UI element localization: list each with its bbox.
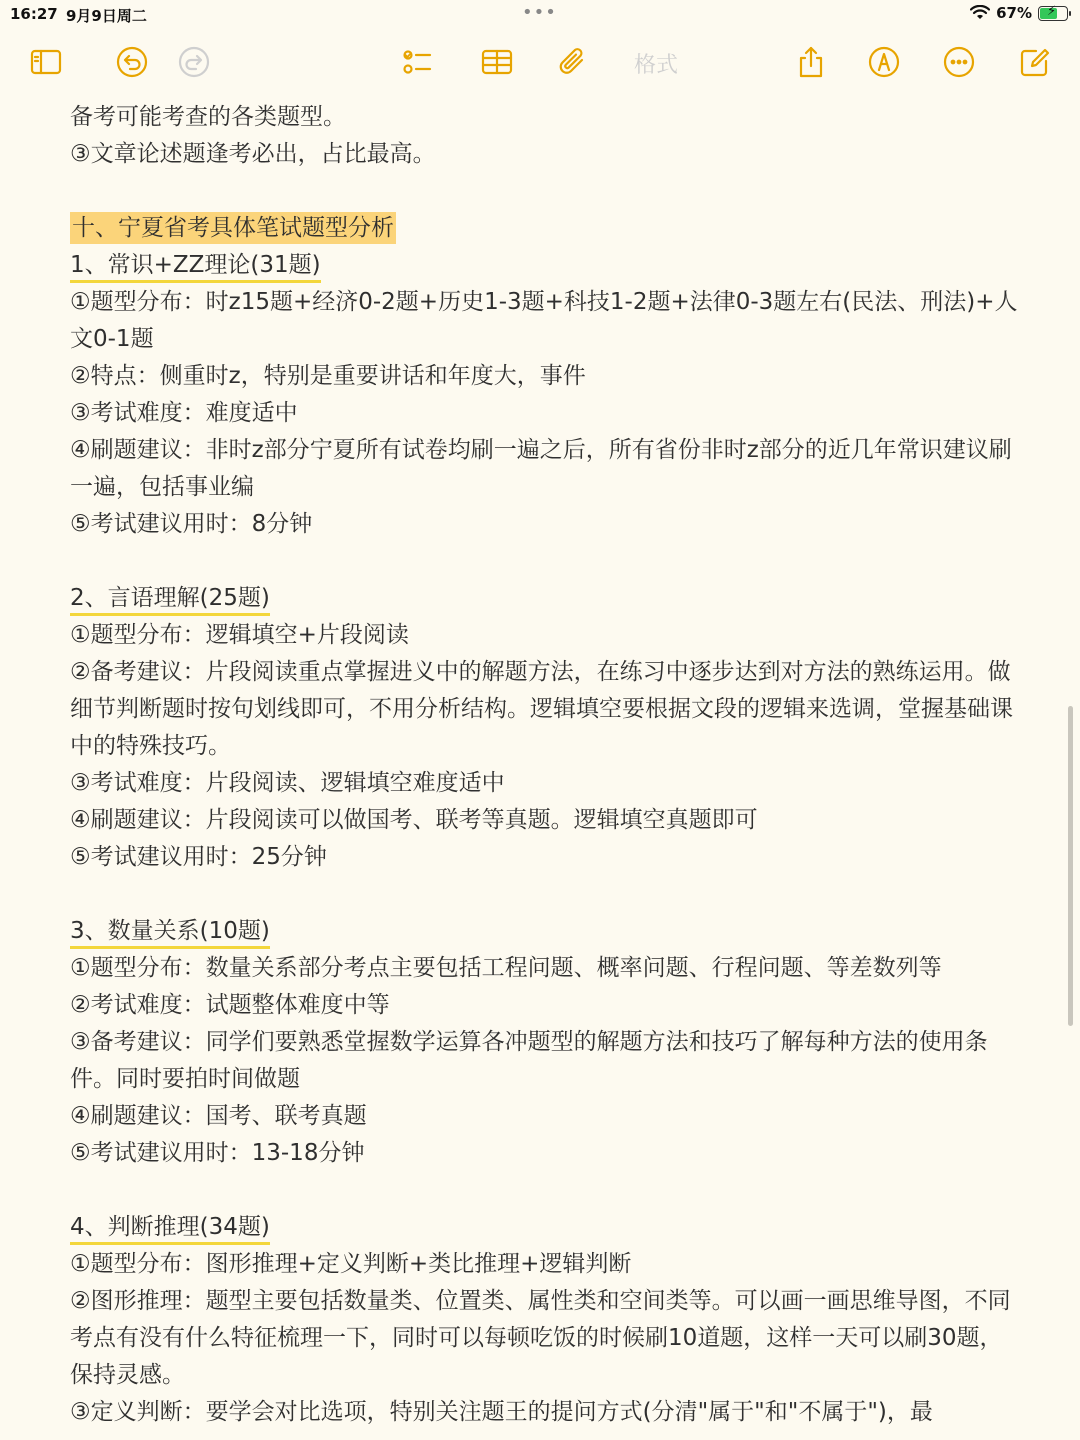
subheading-verbal: 2、言语理解(25题) xyxy=(70,583,270,616)
sidebar-toggle-button[interactable] xyxy=(26,42,66,82)
section-title-highlight: 十、宁夏省考具体笔试题型分析 xyxy=(70,212,396,244)
note-line: 备考可能考查的各类题型。 xyxy=(70,104,346,130)
heading-line xyxy=(70,1209,1020,1246)
status-date: 9月9日周二 xyxy=(66,7,147,25)
note-line: ③考试难度：难度适中 xyxy=(70,400,298,426)
undo-button[interactable] xyxy=(112,42,152,82)
status-bar xyxy=(0,0,1080,30)
checklist-button[interactable] xyxy=(397,42,437,82)
heading-line xyxy=(70,580,1020,617)
heading-line xyxy=(70,247,1020,284)
charging-bolt-icon: ⚡ xyxy=(1047,3,1057,19)
table-button[interactable] xyxy=(477,42,517,82)
note-line: ②图形推理：题型主要包括数量类、位置类、属性类和空间类等。可以画一画思维导图，不同考点有没有什么特征梳理一下，同时可以每顿吃饭的时候刷10道题，这样一天可以刷30题，保持灵感。 xyxy=(70,1288,1011,1388)
note-line: ①题型分布：逻辑填空+片段阅读 xyxy=(70,622,409,648)
status-right xyxy=(970,4,1068,22)
more-icon xyxy=(942,45,976,79)
checklist-icon xyxy=(400,45,434,79)
note-line: ③定义判断：要学会对比选项，特别关注题王的提问方式(分清"属于"和"不属于")，最 xyxy=(70,1399,933,1425)
note-line: ②备考建议：片段阅读重点掌握进义中的解题方法，在练习中逐步达到对方法的熟练运用。做细节判断题时按句划线即可，不用分析结构。逻辑填空要根据文段的逻辑来选调，堂握基础课中的特殊技巧。 xyxy=(70,659,1013,759)
compose-button[interactable] xyxy=(1015,42,1055,82)
blank-line xyxy=(70,543,1020,580)
redo-icon xyxy=(177,45,211,79)
note-line: ④刷题建议：非时z部分宁夏所有试卷均刷一遍之后，所有省份非时z部分的近几年常识建议刷一遍，包括事业编 xyxy=(70,437,1012,500)
more-options-button[interactable] xyxy=(939,42,979,82)
note-line: ②特点：侧重时z，特别是重要讲话和年度大，事件 xyxy=(70,363,586,389)
compose-icon xyxy=(1018,45,1052,79)
sidebar-icon xyxy=(29,45,63,79)
multitasking-dots[interactable]: ••• xyxy=(522,2,557,23)
note-line: ①题型分布：时z15题+经济0-2题+历史1-3题+科技1-2题+法律0-3题左右(民法、刑法)+人文0-1题 xyxy=(70,289,1018,352)
share-icon xyxy=(794,45,828,79)
section-title-line xyxy=(70,210,1020,247)
subheading-reasoning: 4、判断推理(34题) xyxy=(70,1212,270,1245)
subheading-quantitative: 3、数量关系(10题) xyxy=(70,916,270,949)
note-line: ①题型分布：数量关系部分考点主要包括工程问题、概率问题、行程问题、等差数列等 xyxy=(70,955,942,981)
note-line: ④刷题建议：片段阅读可以做国考、联考等真题。逻辑填空真题即可 xyxy=(70,807,758,833)
blank-line xyxy=(70,173,1020,210)
note-body[interactable] xyxy=(70,99,1020,1431)
attachment-button[interactable] xyxy=(553,42,593,82)
markup-button[interactable] xyxy=(864,42,904,82)
undo-icon xyxy=(115,45,149,79)
note-line: ④刷题建议：国考、联考真题 xyxy=(70,1103,367,1129)
notes-toolbar xyxy=(0,36,1080,86)
blank-line xyxy=(70,1172,1020,1209)
subheading-common-sense: 1、常识+ZZ理论(31题) xyxy=(70,250,321,283)
note-line: ⑤考试建议用时：13-18分钟 xyxy=(70,1140,365,1166)
note-line: ③文章论述题逢考必出，占比最高。 xyxy=(70,141,436,167)
status-time: 16:27 xyxy=(10,5,58,23)
note-line: ③备考建议：同学们要熟悉堂握数学运算各冲题型的解题方法和技巧了解每种方法的使用条件。同时要拍时间做题 xyxy=(70,1029,988,1092)
format-button[interactable]: 格式 xyxy=(634,53,679,78)
battery-percent: 67% xyxy=(996,4,1032,22)
note-line: ⑤考试建议用时：25分钟 xyxy=(70,844,327,870)
vertical-scrollbar[interactable] xyxy=(1068,706,1073,1026)
markup-pen-icon xyxy=(867,45,901,79)
redo-button[interactable] xyxy=(174,42,214,82)
note-line: ⑤考试建议用时：8分钟 xyxy=(70,511,313,537)
wifi-icon xyxy=(970,5,990,21)
note-line: ③考试难度：片段阅读、逻辑填空难度适中 xyxy=(70,770,505,796)
table-icon xyxy=(480,45,514,79)
note-line: ①题型分布：图形推理+定义判断+类比推理+逻辑判断 xyxy=(70,1251,632,1277)
paperclip-icon xyxy=(556,45,590,79)
share-button[interactable] xyxy=(791,42,831,82)
battery-icon xyxy=(1038,3,1068,21)
blank-line xyxy=(70,876,1020,913)
heading-line xyxy=(70,913,1020,950)
note-line: ②考试难度：试题整体难度中等 xyxy=(70,992,390,1018)
